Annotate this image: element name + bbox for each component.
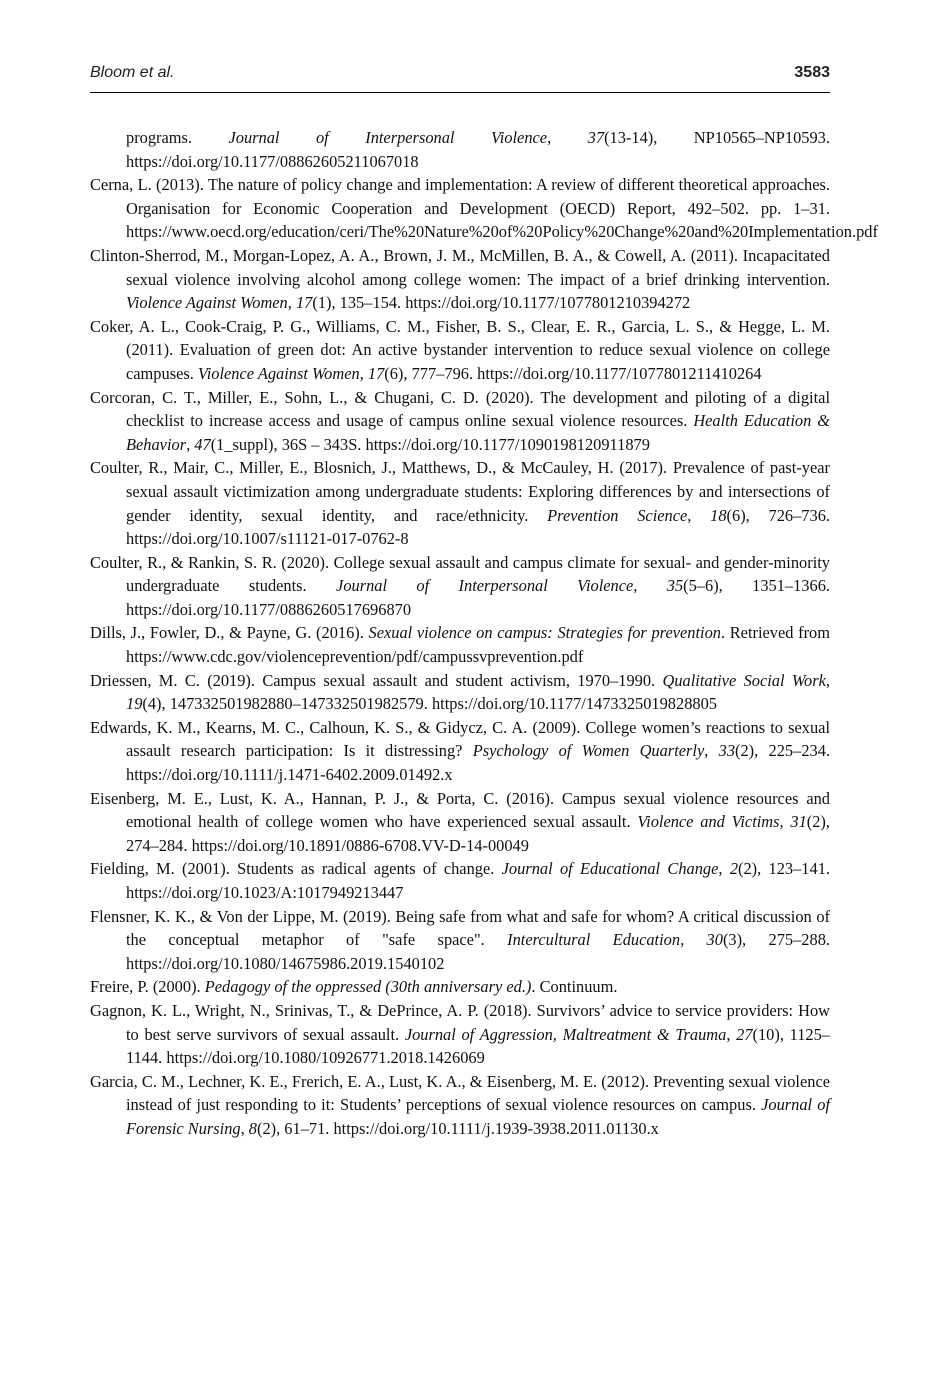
reference-journal: Journal of Educational Change	[501, 859, 719, 879]
running-header	[90, 60, 830, 93]
reference-volume: 37	[587, 128, 605, 147]
reference-journal: Health Education & Behavior	[126, 411, 830, 454]
reference-separator: . Retrieved from https://www.cdc.gov/violenceprevention/pdf/campussvprevention.pdf	[126, 623, 830, 667]
reference-separator: ,	[547, 128, 588, 147]
reference-entry	[90, 716, 830, 787]
reference-details: (1), 135–154. https://doi.org/10.1177/1077801210394272	[312, 293, 691, 313]
reference-separator: ,	[633, 576, 667, 596]
reference-volume: 27	[736, 1024, 753, 1044]
reference-text: Coulter, R., & Rankin, S. R. (2020). College sexual assault and campus climate for sexual- and gender-minority undergraduate students.	[90, 552, 830, 596]
reference-journal: Journal of Forensic Nursing	[126, 1095, 830, 1138]
reference-entry	[90, 621, 830, 668]
reference-entry	[90, 386, 830, 457]
reference-volume: 30	[706, 930, 723, 950]
reference-text: Corcoran, C. T., Miller, E., Sohn, L., & Chugani, C. D. (2020). The development and piloting of a digital checklist to increase access and usage of campus online sexual violence resources.	[90, 387, 830, 431]
reference-text: Eisenberg, M. E., Lust, K. A., Hannan, P. J., & Porta, C. (2016). Campus sexual violence resources and emotional health of college women who have experienced sexual assault.	[90, 788, 830, 832]
reference-volume: 31	[790, 812, 807, 832]
reference-journal: Sexual violence on campus: Strategies for prevention	[368, 623, 721, 643]
reference-details: (2), 225–234. https://doi.org/10.1111/j.1471-6402.2009.01492.x	[126, 741, 831, 785]
reference-entry	[90, 173, 878, 244]
reference-journal: Violence Against Women	[126, 293, 288, 313]
reference-details: (4), 147332501982880–147332501982579. https://doi.org/10.1177/1473325019828805	[142, 694, 717, 714]
reference-text: Coulter, R., Mair, C., Miller, E., Blosnich, J., Matthews, D., & McCauley, H. (2017). Prevalence of past-year sexual assault victimization among undergraduate students: Exploring differences by and intersections of gender identity, sexual identity, and race/ethnicity.	[90, 458, 830, 525]
reference-volume: 17	[367, 363, 385, 383]
reference-entry	[90, 244, 830, 315]
reference-volume: 47	[194, 434, 211, 454]
reference-separator: ,	[680, 930, 707, 950]
reference-details: (1_suppl), 36S – 343S. https://doi.org/10.1177/1090198120911879	[210, 434, 650, 454]
reference-separator: . Continuum.	[531, 977, 618, 997]
reference-journal: Journal of Interpersonal Violence	[336, 576, 634, 596]
running-author: Bloom et al.	[90, 64, 175, 81]
reference-volume: 8	[248, 1118, 257, 1138]
reference-details: (3), 275–288. https://doi.org/10.1080/14675986.2019.1540102	[126, 930, 830, 973]
reference-entry	[90, 787, 830, 858]
reference-entry	[90, 905, 830, 976]
reference-details: (2), 123–141. https://doi.org/10.1023/A:1017949213447	[126, 859, 830, 902]
reference-text: Edwards, K. M., Kearns, M. C., Calhoun, K. S., & Gidycz, C. A. (2009). College women’s reactions to sexual assault research participation: Is it distressing?	[90, 717, 830, 761]
reference-text: Garcia, C. M., Lechner, K. E., Frerich, E. A., Lust, K. A., & Eisenberg, M. E. (2012). Preventing sexual violence instead of just responding to it: Students’ perceptions of sexual violence resources on campus.	[90, 1071, 830, 1115]
reference-details: (6), 726–736. https://doi.org/10.1007/s11121-017-0762-8	[126, 505, 830, 549]
reference-entry	[90, 456, 830, 550]
reference-journal: Violence and Victims	[637, 812, 780, 832]
reference-volume: 33	[718, 741, 736, 761]
reference-text: Flensner, K. K., & Von der Lippe, M. (2019). Being safe from what and safe for whom? A critical discussion of the conceptual metaphor of "safe space".	[90, 906, 830, 950]
page-number: 3583	[794, 64, 830, 81]
reference-separator: ,	[704, 741, 719, 761]
reference-details: (2), 61–71. https://doi.org/10.1111/j.1939-3938.2011.01130.x	[257, 1118, 659, 1138]
reference-text: Clinton-Sherrod, M., Morgan-Lopez, A. A., Brown, J. M., McMillen, B. A., & Cowell, A. (2011). Incapacitated sexual violence involving alcohol among college women: The impact of a brief drinking intervention.	[90, 245, 830, 289]
reference-text: Driessen, M. C. (2019). Campus sexual assault and student activism, 1970–1990.	[90, 670, 663, 690]
reference-journal: Pedagogy of the oppressed (30th anniversary ed.)	[204, 977, 532, 997]
reference-details: (5–6), 1351–1366. https://doi.org/10.1177/0886260517696870	[126, 576, 830, 619]
reference-text: programs.	[126, 128, 229, 147]
reference-volume: 17	[295, 293, 313, 313]
reference-volume: 19	[126, 694, 143, 714]
reference-separator: ,	[186, 434, 195, 454]
reference-entry	[90, 999, 830, 1070]
reference-text: Coker, A. L., Cook-Craig, P. G., Williams, C. M., Fisher, B. S., Clear, E. R., Garcia, L. S., & Hegge, L. M. (2011). Evaluation of green dot: An active bystander intervention to reduce sexual violence on college campuses.	[90, 316, 830, 383]
reference-volume: 2	[729, 859, 739, 879]
reference-journal: Journal of Interpersonal Violence	[228, 128, 548, 147]
reference-separator: ,	[287, 293, 296, 313]
reference-entry	[90, 126, 830, 173]
reference-details: (2), 274–284. https://doi.org/10.1891/0886-6708.VV-D-14-00049	[126, 812, 830, 855]
reference-entry	[90, 551, 830, 622]
reference-separator: ,	[825, 670, 830, 690]
reference-entry	[90, 1070, 830, 1141]
reference-journal: Violence Against Women	[197, 363, 360, 383]
reference-separator: ,	[718, 859, 730, 879]
reference-journal: Journal of Aggression, Maltreatment & Trauma	[404, 1024, 727, 1044]
reference-volume: 35	[666, 576, 684, 596]
reference-journal: Psychology of Women Quarterly	[472, 741, 705, 761]
reference-details: (6), 777–796. https://doi.org/10.1177/1077801211410264	[384, 363, 762, 383]
reference-separator: ,	[359, 363, 368, 383]
reference-entry	[90, 669, 830, 716]
reference-text: Dills, J., Fowler, D., & Payne, G. (2016).	[90, 623, 369, 643]
reference-entry	[90, 857, 830, 904]
reference-entry	[90, 975, 830, 999]
reference-separator: ,	[240, 1118, 249, 1138]
reference-details: (13-14), NP10565–NP10593. https://doi.org/10.1177/08862605211067018	[126, 128, 830, 171]
reference-text: Fielding, M. (2001). Students as radical agents of change.	[90, 859, 502, 879]
reference-volume: 18	[710, 505, 727, 525]
reference-journal: Qualitative Social Work	[662, 670, 826, 690]
reference-details: (10), 1125–1144. https://doi.org/10.1080/10926771.2018.1426069	[126, 1024, 830, 1068]
reference-journal: Prevention Science	[547, 505, 688, 525]
reference-journal: Intercultural Education	[507, 930, 681, 950]
reference-text: Gagnon, K. L., Wright, N., Srinivas, T., & DePrince, A. P. (2018). Survivors’ advice to service providers: How to best serve survivors of sexual assault.	[90, 1000, 830, 1044]
reference-separator: ,	[779, 812, 791, 832]
reference-separator: ,	[687, 505, 711, 525]
reference-separator: ,	[726, 1024, 737, 1044]
reference-list	[90, 126, 878, 1141]
reference-entry	[90, 315, 830, 386]
reference-text: Freire, P. (2000).	[90, 977, 205, 997]
reference-text: Cerna, L. (2013). The nature of policy change and implementation: A review of different theoretical approaches. Organisation for Economic Cooperation and Development (OECD) Report, 492–502. pp. 1–31. https://www.oecd.org/education/ceri/The%20Nature%20of%20Policy%20Change%20and%20Implementation.pdf	[90, 175, 878, 242]
